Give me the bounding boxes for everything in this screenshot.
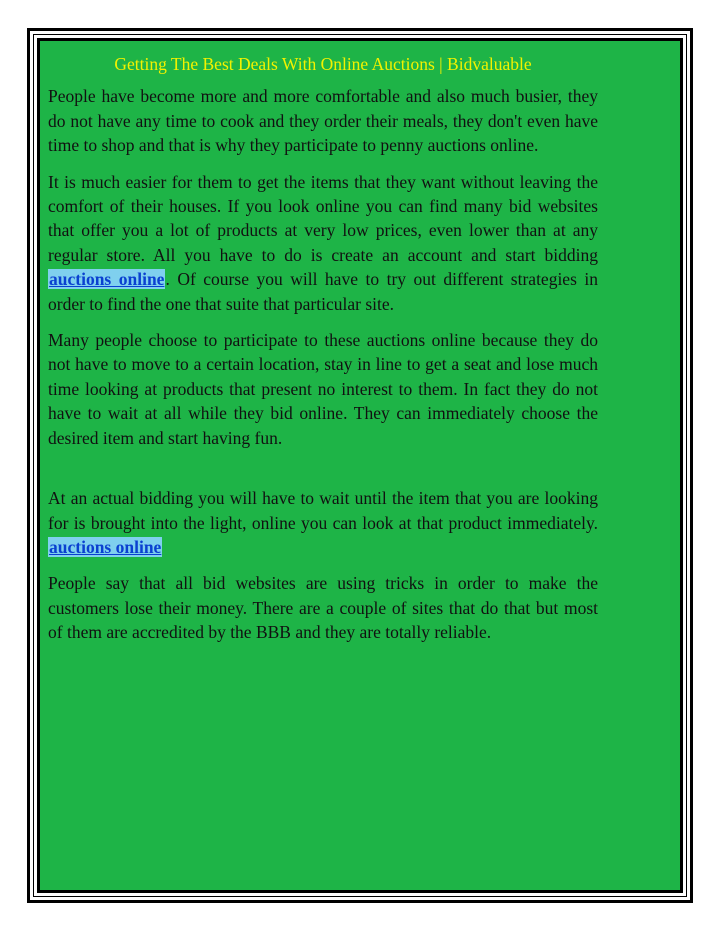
paragraph-2 (48, 170, 598, 316)
auctions-online-link-1[interactable]: auctions online (49, 269, 165, 290)
paragraph-4-text: At an actual bidding you will have to wait until the item that you are looking for is brought into the light, online you can look at that product immediately. (48, 488, 598, 533)
paragraph-5: People say that all bid websites are using tricks in order to make the customers lose their money. There are a couple of sites that do that but most of them are accredited by the BBB and they are totally reliable. (48, 573, 598, 643)
paragraph-4 (48, 486, 598, 559)
paragraph-3: Many people choose to participate to these auctions online because they do not have to move to a certain location, stay in line to get a seat and lose much time looking at products that present no interest to them. In fact they do not have to wait at all while they bid online. They can immediately choose the desired item and start having fun. (48, 330, 598, 448)
document-title: Getting The Best Deals With Online Auctions | Bidvaluable (114, 54, 532, 74)
paragraph-2-text-a: It is much easier for them to get the items that they want without leaving the comfort of their houses. If you look online you can find many bid websites that offer you a lot of products at very low prices, even lower than at any regular store. All you have to do is create an account and start bidding (48, 171, 598, 265)
auctions-online-link-2[interactable]: auctions online (49, 536, 162, 557)
document-body (48, 52, 598, 657)
paragraph-2-text-b: . Of course you will have to try out different strategies in order to find the one that suite that particular site. (48, 269, 598, 314)
paragraph-1: People have become more and more comfortable and also much busier, they do not have any time to cook and they order their meals, they don't even have time to shop and that is why they participate to penny auctions online. (48, 86, 598, 156)
